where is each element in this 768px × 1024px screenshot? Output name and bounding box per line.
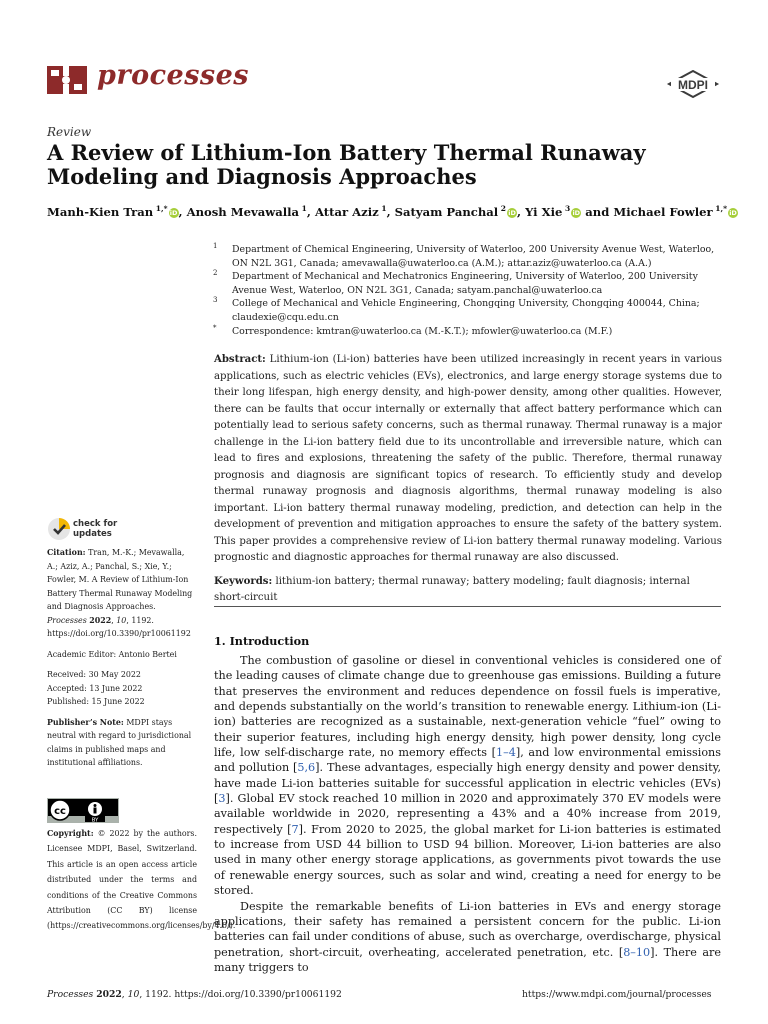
cc-badge-text: BY [91, 817, 99, 823]
author-affiliation-mark: 1 [378, 204, 387, 213]
author-name: Yi Xie [525, 204, 563, 219]
copyright: Copyright: © 2022 by the authors. Licensee MDPI, Basel, Switzerland. This article is an open access article distributed under the terms and conditions of the Creative Commons Attribution (CC BY) license (https://creativecommons.org/licenses/by/4.0/). [47, 829, 236, 931]
affiliation-item [213, 325, 723, 339]
author-separator: , [386, 204, 395, 219]
paragraph-text: ]. Global EV stock reached 10 million in 2020 and approximately 370 EV models were available worldwide in 2020, representing a 43% and a 40% increase from 2019, respectively [ [214, 792, 721, 836]
section-divider [214, 606, 721, 607]
affiliation-mark: 3 [213, 296, 218, 305]
paragraph-text: ]. There are many triggers to [214, 945, 721, 974]
reference-link[interactable]: 1–4 [496, 746, 516, 760]
reference-link[interactable]: 3 [218, 792, 226, 806]
author-separator: , [517, 204, 526, 219]
mdpi-logo-icon[interactable] [665, 70, 721, 100]
affiliation-mark: 2 [213, 269, 218, 278]
reference-link[interactable]: 7 [291, 822, 299, 836]
author-name: Attar Aziz [314, 204, 379, 219]
paragraph-text: ]. These advantages, especially high energy density and power density, have made Li-ion batteries suitable for successful application in electric vehicles (EVs) [ [214, 761, 721, 806]
article-title: A Review of Lithium-Ion Battery Thermal Runaway Modeling and Diagnosis Approaches [47, 140, 646, 189]
author-separator: and [581, 204, 614, 219]
journal-name[interactable]: processes [97, 60, 250, 91]
affiliation-mark: * [213, 323, 217, 332]
paragraph-text: The combustion of gasoline or diesel in conventional vehicles is considered one of the leading causes of climate change due to greenhouse gas emissions. Building a future that preserves the environment and reduces dependence on fossil fuels is imperative, and depends substantially on the world’s transition to renewable energy. Lithium-ion (Li-ion) batteries are recognized as a sustainable, next-generation vehicle “fuel” owing to their superior features, including high energy density, high power density, long cycle life, low self-discharge rate, no memory effects [ [214, 654, 721, 760]
article-type: Review [47, 125, 92, 139]
affiliations [213, 243, 723, 338]
orcid-icon[interactable]: iD [508, 208, 516, 217]
author-list [47, 204, 737, 219]
keywords-label: Keywords: [214, 575, 273, 587]
affiliation-text: Correspondence: kmtran@uwaterloo.ca (M.-K.T.); mfowler@uwaterloo.ca (M.F.) [232, 325, 613, 337]
body-text [214, 653, 721, 975]
author-name: Satyam Panchal [394, 204, 499, 219]
orcid-icon[interactable]: iD [169, 208, 178, 217]
abstract [214, 351, 722, 567]
author-affiliation-mark: 1 [299, 204, 307, 213]
svg-text:cc: cc [54, 806, 66, 817]
section-title: 1. Introduction [214, 634, 310, 648]
mdpi-logo-text: MDPI [678, 78, 708, 92]
author-separator: , [178, 204, 187, 219]
citation: Citation: Tran, M.-K.; Mevawalla, A.; Aziz, A.; Panchal, S.; Xie, Y.; Fowler, M. A Review of Lithium-Ion Battery Thermal Runaway Modeling and Diagnosis Approaches. Processes 2022, 10, 1192. https://doi.org/10.3390/pr10061192 [47, 548, 193, 638]
affiliation-item [213, 297, 723, 324]
paragraph [214, 899, 721, 976]
footer-citation: Processes 2022, 10, 1192. https://doi.org/10.3390/pr10061192 [47, 989, 342, 1000]
check-updates-label: check for updates [73, 519, 118, 539]
published-date: Published: 15 June 2022 [47, 697, 145, 706]
accepted-date: Accepted: 13 June 2022 [47, 683, 143, 693]
received-date: Received: 30 May 2022 [47, 670, 141, 679]
abstract-label: Abstract: [214, 353, 266, 365]
author-separator: , [306, 204, 315, 219]
author-affiliation-mark: 2 [498, 204, 507, 213]
author-affiliation-mark: 1,* [712, 204, 728, 213]
footer-journal-link[interactable]: https://www.mdpi.com/journal/processes [522, 989, 712, 1000]
paragraph-text: ], and low environmental emissions and pollution [ [214, 746, 721, 775]
publishers-note: Publisher’s Note: MDPI stays neutral with regard to jurisdictional claims in published maps and institutional affiliations. [47, 717, 192, 767]
affiliation-item [213, 243, 723, 270]
author-name: Anosh Mevawalla [186, 204, 300, 219]
affiliation-text: Department of Chemical Engineering, University of Waterloo, 200 University Avenue West, Waterloo, ON N2L 3G1, Canada; amevawalla@uwaterloo.ca (A.M.); attar.aziz@uwaterloo.ca (A.A.) [232, 244, 715, 269]
author-name: Michael Fowler [613, 204, 713, 219]
author-affiliation-mark: 3 [562, 204, 571, 213]
keywords [214, 573, 722, 606]
paragraph-text: Despite the remarkable benefits of Li-ion batteries in EVs and energy storage applications, their safety has remained a persistent concern for the public. Li-ion batteries can fail under conditions of abuse, such as overcharge, overdischarge, physical penetration, short-circuit, overheating, accelerated penetration, etc. [ [214, 899, 721, 959]
affiliation-text: Department of Mechanical and Mechatronics Engineering, University of Waterloo, 200 University Avenue West, Waterloo, ON N2L 3G1, Canada; satyam.panchal@uwaterloo.ca [232, 271, 698, 296]
affiliation-mark: 1 [213, 242, 218, 250]
author-affiliation-mark: 1,* [153, 204, 168, 213]
paragraph [214, 653, 721, 899]
academic-editor: Academic Editor: Antonio Bertei [47, 649, 177, 659]
check-updates-icon [47, 517, 71, 541]
check-for-updates-button[interactable] [47, 515, 137, 545]
reference-link[interactable]: 8–10 [623, 945, 651, 959]
orcid-icon[interactable]: iD [572, 208, 581, 217]
paragraph-text: ]. From 2020 to 2025, the global market for Li-ion batteries is estimated to increase from USD 44 billion to USD 94 billion. Moreover, Li-ion batteries are also used in many other energy storage applications, as governments pivot towards the use of renewable energy sources, such as solar and wind, creating a need for energy to be stored. [214, 822, 721, 898]
cc-by-license-icon[interactable] [47, 798, 119, 823]
affiliation-item [213, 270, 723, 297]
author-name: Manh-Kien Tran [47, 204, 154, 219]
affiliation-text: College of Mechanical and Vehicle Engineering, Chongqing University, Chongqing 400044, China; claudexie@cqu.edu.cn [232, 298, 700, 323]
abstract-text: Lithium-ion (Li-ion) batteries have been utilized increasingly in recent years in various applications, such as electric vehicles (EVs), electronics, and large energy storage systems due to their long lifespan, high energy density, and high-power density, among other qualities. However, there can be faults that occur internally or externally that affect battery performance which can potentially lead to serious safety concerns, such as thermal runaway. Thermal runaway is a major challenge in the Li-ion battery field due to its uncontrollable and irreversible nature, which can lead to fires and explosions, threatening the safety of the public. Therefore, thermal runaway prognosis and diagnosis are significant topics of research. To efficiently study and develop thermal runaway prognosis and diagnosis algorithms, thermal runaway modeling is also important. Li-ion battery thermal runaway modeling, prediction, and detection can help in the development of prevention and mitigation approaches to ensure the safety of the battery system. This paper provides a comprehensive review of Li-ion battery thermal runaway modeling. Various prognostic and diagnostic approaches for thermal runaway are also discussed. [214, 354, 722, 563]
reference-link[interactable]: 5,6 [297, 761, 316, 775]
keywords-text: lithium-ion battery; thermal runaway; battery modeling; fault diagnosis; internal short-circuit [214, 576, 690, 603]
article-info [47, 546, 197, 777]
processes-logo-icon [47, 62, 87, 98]
orcid-icon[interactable]: iD [729, 208, 737, 217]
